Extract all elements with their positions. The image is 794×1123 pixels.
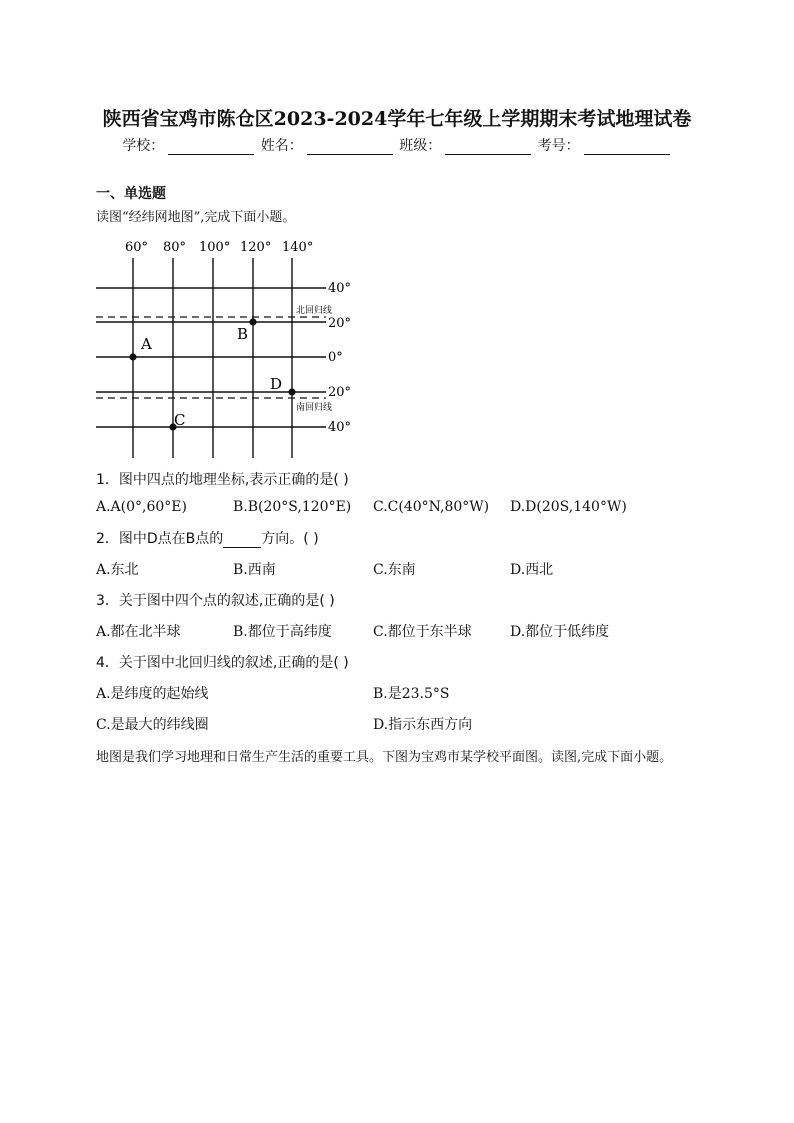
question-4-option-b[interactable]: B.是23.5°S bbox=[373, 686, 450, 702]
name-blank[interactable] bbox=[307, 141, 393, 155]
number-blank[interactable] bbox=[584, 141, 670, 155]
school-label: 学校： bbox=[122, 138, 165, 154]
question-2-stem-before: 2．图中D点在B点的 bbox=[96, 531, 224, 547]
point-d-dot bbox=[288, 388, 295, 395]
lat-label-40N: 40° bbox=[328, 281, 352, 296]
page-title: 陕西省宝鸡市陈仓区2023-2024学年七年级上学期期末考试地理试卷 bbox=[102, 108, 692, 130]
question-2-stem bbox=[96, 528, 319, 548]
section-intro: 读图“经纬网地图”,完成下面小题。 bbox=[96, 210, 296, 225]
question-2-option-b[interactable]: B.西南 bbox=[233, 562, 276, 578]
question-3-option-b[interactable]: B.都位于高纬度 bbox=[233, 624, 332, 640]
school-blank[interactable] bbox=[168, 141, 254, 155]
class-blank[interactable] bbox=[445, 141, 531, 155]
question-3-stem: 3．关于图中四个点的叙述,正确的是( ) bbox=[96, 593, 335, 609]
lat-label-0: 0° bbox=[328, 350, 343, 365]
question-4-option-a[interactable]: A.是纬度的起始线 bbox=[96, 686, 209, 702]
lon-label-60: 60° bbox=[125, 240, 149, 255]
lon-label-140: 140° bbox=[282, 240, 314, 255]
passage-text: 地图是我们学习地理和日常生产生活的重要工具。下图为宝鸡市某学校平面图。读图,完成下面小题。 bbox=[96, 750, 673, 765]
question-2-stem-after: 方向。( ) bbox=[261, 531, 319, 547]
class-label: 班级： bbox=[399, 138, 442, 154]
student-info-line bbox=[0, 135, 794, 155]
question-4-option-c[interactable]: C.是最大的纬线圈 bbox=[96, 717, 209, 733]
section-title: 一、单选题 bbox=[96, 186, 166, 202]
lon-label-100: 100° bbox=[199, 240, 231, 255]
point-b-label: B bbox=[237, 325, 249, 343]
graticule-map bbox=[90, 230, 380, 462]
question-4-stem: 4．关于图中北回归线的叙述,正确的是( ) bbox=[96, 655, 349, 671]
lon-label-120: 120° bbox=[240, 240, 272, 255]
question-4-option-d[interactable]: D.指示东西方向 bbox=[373, 717, 473, 733]
question-3-option-d[interactable]: D.都位于低纬度 bbox=[510, 624, 610, 640]
question-3-option-a[interactable]: A.都在北半球 bbox=[96, 624, 181, 640]
question-3-option-c[interactable]: C.都位于东半球 bbox=[373, 624, 472, 640]
question-1-option-b[interactable]: B.B(20°S,120°E) bbox=[233, 499, 352, 515]
question-2-option-c[interactable]: C.东南 bbox=[373, 562, 416, 578]
point-c-label: C bbox=[174, 411, 186, 429]
lat-label-20N: 20° bbox=[328, 316, 352, 331]
number-label: 考号： bbox=[537, 138, 580, 154]
point-a-label: A bbox=[141, 335, 152, 353]
lon-label-80: 80° bbox=[163, 240, 187, 255]
tropic-of-cancer-label: 北回归线 bbox=[296, 306, 333, 316]
name-label: 姓名： bbox=[260, 138, 303, 154]
question-2-blank bbox=[223, 535, 261, 548]
question-1-option-a[interactable]: A.A(0°,60°E) bbox=[96, 499, 187, 515]
point-d-label: D bbox=[270, 375, 283, 393]
point-a-dot bbox=[129, 353, 136, 360]
lat-label-40S: 40° bbox=[328, 420, 352, 435]
lat-label-20S: 20° bbox=[328, 385, 352, 400]
question-2-option-a[interactable]: A.东北 bbox=[96, 562, 139, 578]
question-2-option-d[interactable]: D.西北 bbox=[510, 562, 554, 578]
question-1-option-c[interactable]: C.C(40°N,80°W) bbox=[373, 499, 490, 515]
question-1-option-d[interactable]: D.D(20S,140°W) bbox=[510, 499, 627, 515]
question-1-stem: 1．图中四点的地理坐标,表示正确的是( ) bbox=[96, 472, 349, 488]
tropic-of-capricorn-label: 南回归线 bbox=[296, 403, 333, 413]
point-b-dot bbox=[249, 318, 256, 325]
